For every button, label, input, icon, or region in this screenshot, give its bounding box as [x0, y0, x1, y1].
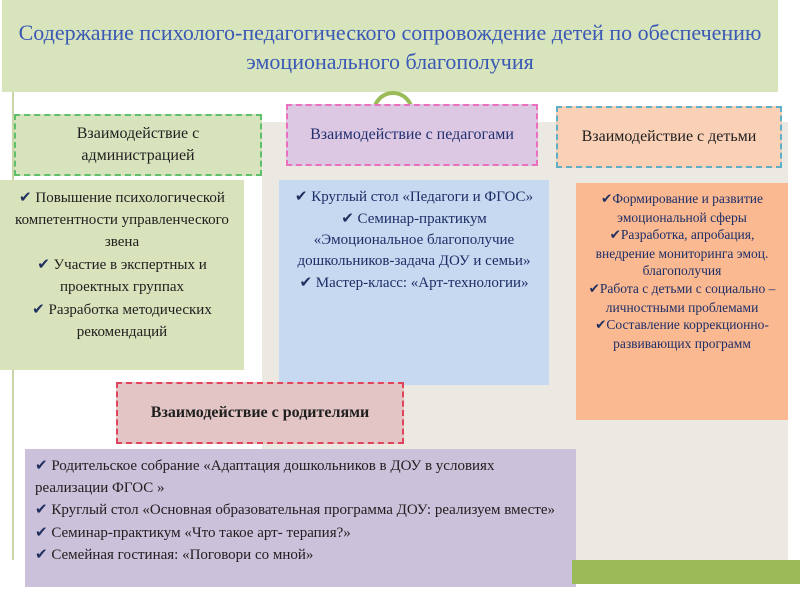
list-item-text: Семинар-практикум «Эмоциональное благополучие дошкольников-задача ДОУ и семьи»	[297, 211, 531, 269]
list-item	[580, 280, 784, 316]
administration-list	[0, 180, 244, 370]
check-icon: ✔	[601, 191, 613, 207]
list-item	[35, 499, 566, 522]
check-icon: ✔	[609, 227, 621, 244]
administration-heading-text: Взаимодействие с администрацией	[76, 125, 200, 164]
list-item-text: Круглый стол «Основная образовательная программа ДОУ: реализуем вместе»	[51, 502, 555, 519]
list-item	[289, 186, 539, 208]
list-item-text: Формирование и развитие эмоциональной сферы	[612, 191, 763, 225]
check-icon: ✔	[32, 300, 45, 318]
list-item	[35, 522, 566, 545]
administration-heading	[14, 114, 262, 176]
list-item	[35, 455, 566, 499]
check-icon: ✔	[19, 188, 32, 206]
parents-list	[25, 449, 576, 587]
list-item-text: Работа с детьми с социально –личностными проблемами	[599, 280, 776, 315]
check-icon: ✔	[35, 522, 48, 541]
list-item-text: Семейная гостиная: «Поговори со мной»	[51, 547, 314, 564]
list-item-text: Разработка методических рекомендаций	[48, 302, 212, 340]
parents-heading	[116, 382, 404, 444]
list-item	[580, 226, 784, 280]
list-item-text: Повышение психологической компетентности управленческого звена	[15, 190, 229, 250]
check-icon: ✔	[595, 317, 607, 334]
children-heading	[556, 106, 782, 168]
list-item	[6, 186, 238, 253]
teachers-heading	[286, 104, 538, 166]
list-item	[289, 272, 539, 294]
teachers-heading-text: Взаимодействие с педагогами	[310, 126, 514, 143]
parents-heading-text: Взаимодействие с родителями	[150, 404, 370, 421]
check-icon: ✔	[35, 500, 48, 519]
list-item-text: Участие в экспертных и проектных группах	[53, 257, 207, 295]
list-item	[35, 544, 566, 567]
list-item	[6, 253, 238, 298]
check-icon: ✔	[35, 545, 48, 564]
list-item	[289, 208, 539, 272]
decorative-stripe	[572, 560, 800, 584]
list-item-text: Родительское собрание «Адаптация дошкольников в ДОУ в условиях реализации ФГОС »	[35, 458, 495, 496]
list-item-text: Мастер-класс: «Арт-технологии»	[315, 275, 529, 291]
list-item-text: Составление коррекционно-развивающих программ	[606, 317, 769, 351]
check-icon: ✔	[299, 273, 313, 291]
teachers-list	[279, 180, 549, 385]
check-icon: ✔	[35, 456, 48, 474]
check-icon: ✔	[37, 255, 50, 273]
check-icon: ✔	[588, 280, 600, 297]
list-item-text: Разработка, апробация, внедрение мониторинга эмоц. благополучия	[595, 227, 769, 279]
children-list	[576, 183, 788, 420]
list-item	[580, 190, 784, 226]
check-icon: ✔	[341, 209, 354, 227]
children-heading-text: Взаимодействие с детьми	[581, 128, 757, 145]
list-item	[580, 316, 784, 352]
title-banner	[2, 0, 778, 92]
list-item-text: Круглый стол «Педагоги и ФГОС»	[311, 189, 534, 205]
list-item-text: Семинар-практикум «Что такое арт- терапия?»	[51, 524, 351, 541]
check-icon: ✔	[294, 187, 308, 205]
page-title: Содержание психолого-педагогического сопровождение детей по обеспечению эмоционального благополучия	[18, 20, 762, 74]
list-item	[6, 298, 238, 343]
